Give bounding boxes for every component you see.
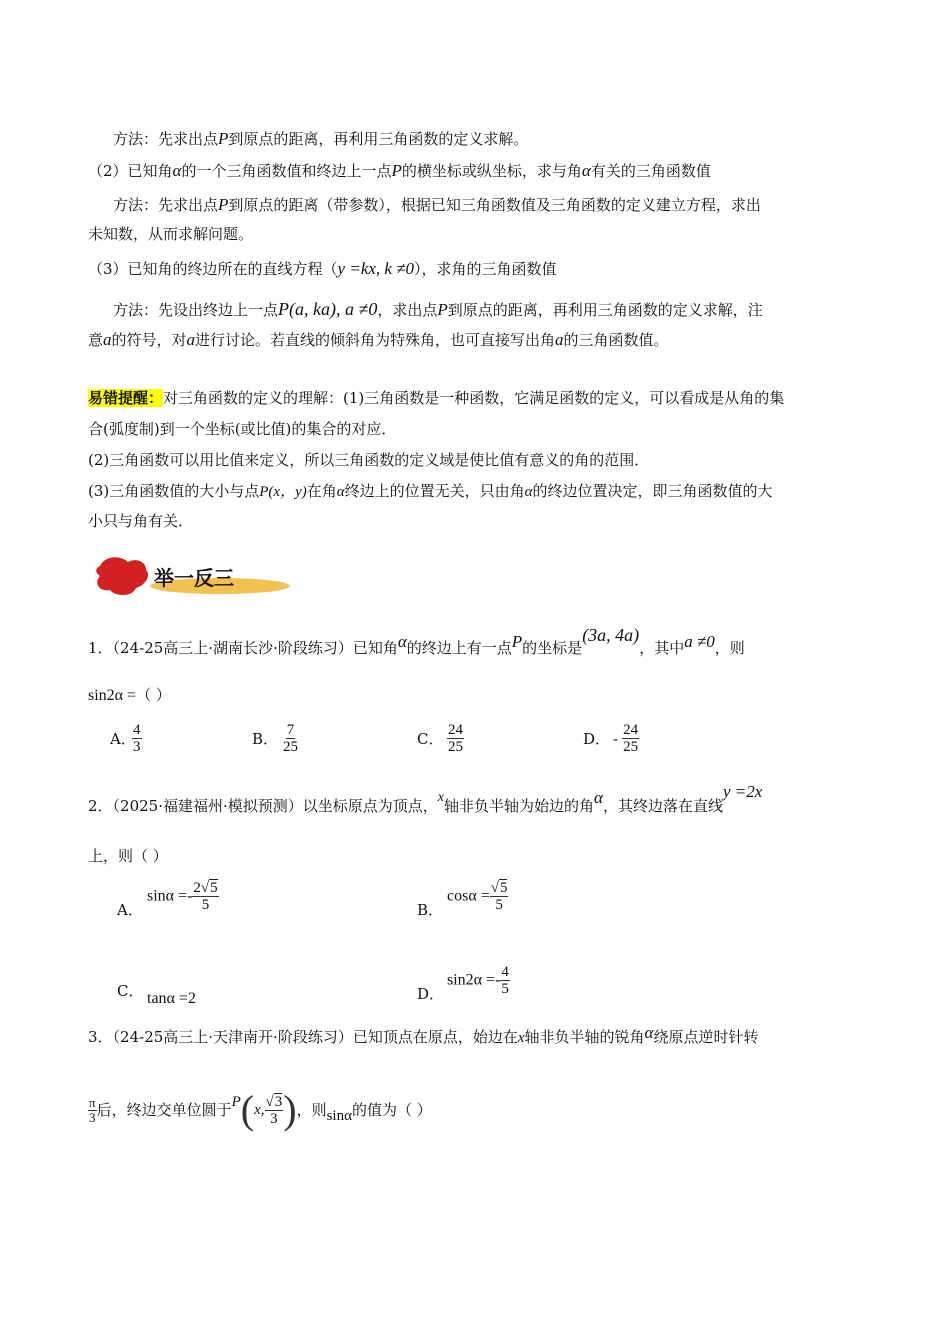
paren-right: ) bbox=[283, 1087, 297, 1132]
method-1-part1: 方法：先求出点 bbox=[113, 130, 219, 148]
fraction bbox=[447, 722, 464, 755]
q1-expression: sin2α = bbox=[88, 687, 137, 704]
var-x: x bbox=[437, 790, 444, 805]
option-label: B． bbox=[252, 729, 279, 748]
q1-stem bbox=[88, 625, 745, 659]
q2-option-c[interactable] bbox=[117, 980, 196, 1007]
alpha-symbol: α bbox=[644, 1023, 654, 1042]
alpha-symbol: α bbox=[524, 484, 533, 500]
point-pxy: P(x，y) bbox=[259, 484, 307, 500]
fraction bbox=[490, 880, 509, 913]
m3-l2d: 的三角函数值。 bbox=[563, 331, 669, 349]
warning-text-1: 对三角函数的定义的理解：(1)三角函数是一种函数，它满足函数的定义，可以看成是从角的集 bbox=[163, 389, 785, 407]
q1-t3: 的坐标是 bbox=[522, 639, 583, 657]
answer-paren: （ ） bbox=[136, 686, 171, 704]
fraction bbox=[500, 964, 510, 997]
numerator: 24 bbox=[448, 722, 463, 738]
q2-stem-2: 上，则（ ） bbox=[88, 847, 168, 865]
w4a: (3)三角函数值的大小与点 bbox=[88, 482, 260, 500]
warning-label: 易错提醒： bbox=[88, 389, 164, 407]
q1-option-b[interactable] bbox=[252, 722, 299, 764]
q2-number: 2． bbox=[88, 797, 113, 815]
q1-option-a[interactable] bbox=[110, 722, 142, 764]
var-a: a bbox=[555, 330, 564, 349]
q1-stem-2 bbox=[88, 684, 171, 707]
banner-title: 举一反三 bbox=[154, 566, 234, 590]
radicand: 5 bbox=[499, 880, 508, 896]
sin-alpha: sinα bbox=[326, 1108, 352, 1124]
q1-number: 1． bbox=[88, 639, 113, 657]
denominator: 3 bbox=[133, 739, 141, 755]
q2-src: （2025·福建福州·模拟预测）以坐标原点为顶点， bbox=[112, 797, 438, 815]
method-1-text bbox=[113, 128, 528, 150]
q1-src: （24-25高三上·湖南长沙·阶段练习）已知角 bbox=[112, 639, 398, 657]
numerator: 4 bbox=[133, 722, 141, 738]
w4d: 的终边位置决定，即三角函数值的大 bbox=[532, 482, 773, 500]
fraction bbox=[282, 722, 299, 755]
w4b: 在角 bbox=[306, 482, 337, 500]
option-expr: tanα =2 bbox=[147, 990, 196, 1007]
numerator: √3 bbox=[265, 1093, 283, 1110]
q2-stem bbox=[88, 782, 763, 819]
method-2-line2: 未知数，从而求解问题。 bbox=[88, 225, 254, 243]
q2-t2: 轴非负半轴为始边的角 bbox=[443, 797, 594, 815]
q3-t2: 轴非负半轴的锐角 bbox=[524, 1028, 645, 1046]
var-p: P bbox=[391, 161, 402, 180]
fraction bbox=[132, 722, 142, 755]
alpha-symbol: α bbox=[594, 788, 603, 807]
m3-l2a: 意 bbox=[88, 331, 104, 349]
q2-t3: ，其终边落在直线 bbox=[602, 797, 723, 815]
q1-t5: ，则 bbox=[714, 639, 745, 657]
item-2-part3: 的横坐标或纵坐标，求与角 bbox=[401, 162, 582, 180]
method-2-part2: 到原点的距离（带参数），根据已知三角函数值及三角函数的定义建立方程，求出 bbox=[228, 196, 761, 214]
numerator: √5 bbox=[490, 880, 508, 896]
line-y-2x: y =2x bbox=[722, 782, 763, 801]
var-x: x bbox=[517, 1030, 525, 1046]
minus-sign: - bbox=[613, 729, 619, 748]
method-3-text bbox=[113, 298, 763, 321]
q3-src: （24-25高三上·天津南开·阶段练习）已知顶点在原点，始边在 bbox=[112, 1028, 518, 1046]
fraction bbox=[192, 880, 218, 913]
item-3-part2: ），求角的三角函数值 bbox=[414, 260, 557, 278]
fraction bbox=[622, 722, 639, 755]
var-p: P bbox=[218, 129, 229, 148]
radicand: 3 bbox=[274, 1093, 283, 1110]
item-2-text bbox=[88, 160, 711, 182]
item-3-part1: （3）已知角的终边所在的直线方程（ bbox=[88, 260, 338, 278]
alpha-symbol: α bbox=[397, 632, 407, 651]
fraction-sqrt3-3 bbox=[265, 1094, 284, 1127]
alpha-symbol: α bbox=[581, 161, 591, 180]
numerator: 4 bbox=[501, 964, 509, 980]
q3-number: 3． bbox=[88, 1028, 113, 1046]
radicand: 5 bbox=[210, 880, 218, 896]
condition-a-nonzero: a ≠0 bbox=[684, 632, 715, 651]
option-lhs: sinα =- bbox=[147, 887, 193, 905]
option-lhs: sin2α =- bbox=[447, 971, 501, 989]
method-3-line2 bbox=[88, 329, 669, 351]
denominator: 25 bbox=[283, 739, 298, 755]
option-lhs: cosα = bbox=[447, 887, 490, 905]
warning-line-4 bbox=[88, 480, 773, 503]
q3-t6: 的值为（ ） bbox=[351, 1101, 432, 1119]
point-p-ka: P(a, ka), a ≠0 bbox=[278, 299, 378, 319]
q2-option-d[interactable] bbox=[417, 964, 510, 1010]
method-3-part3: 到原点的距离，再利用三角函数的定义求解，注 bbox=[447, 301, 763, 319]
q1-option-c[interactable] bbox=[417, 722, 464, 764]
option-label: D． bbox=[417, 984, 445, 1003]
paren-left: ( bbox=[240, 1087, 255, 1132]
var-p: P bbox=[437, 300, 448, 319]
item-2-part2: 的一个三角函数值和终边上一点 bbox=[181, 162, 392, 180]
option-label: A． bbox=[117, 900, 143, 919]
option-label: A． bbox=[110, 729, 136, 748]
numerator: 2√5 bbox=[193, 880, 218, 896]
denominator: 3 bbox=[89, 1109, 96, 1125]
denominator: 5 bbox=[495, 897, 503, 913]
warning-line-5: 小只与角有关． bbox=[88, 512, 194, 530]
method-3-part1: 方法：先设出终边上一点 bbox=[113, 301, 279, 319]
method-2-text bbox=[113, 194, 761, 216]
coord-x: x, bbox=[254, 1102, 265, 1118]
warning-line-2: 合(弧度制)到一个坐标(或比值)的集合的对应． bbox=[88, 420, 397, 438]
var-p: P bbox=[231, 1094, 241, 1110]
q2-option-a[interactable] bbox=[117, 880, 219, 926]
var-a: a bbox=[186, 330, 196, 349]
option-label: C． bbox=[417, 729, 444, 748]
coordinate-3a-4a: (3a, 4a) bbox=[582, 625, 640, 645]
w4c: 终边上的位置无关，只由角 bbox=[344, 482, 525, 500]
option-label: B． bbox=[417, 900, 444, 919]
item-3-text bbox=[88, 258, 557, 280]
warning-line-3: (2)三角函数可以用比值来定义，所以三角函数的定义域是使比值有意义的角的范围． bbox=[88, 451, 650, 469]
q1-option-d[interactable] bbox=[583, 722, 639, 764]
denominator: 25 bbox=[623, 739, 639, 755]
method-3-part2: ，求出点 bbox=[377, 301, 438, 319]
numerator: 24 bbox=[623, 722, 639, 738]
q1-t2: 的终边上有一点 bbox=[406, 639, 512, 657]
denominator: 5 bbox=[201, 897, 210, 913]
m3-l2b: 的符号，对 bbox=[111, 331, 187, 349]
var-p: P bbox=[511, 632, 523, 651]
denominator: 5 bbox=[501, 981, 509, 997]
numerator: 7 bbox=[286, 722, 295, 738]
line-equation: y =kx, k ≠0 bbox=[337, 259, 415, 278]
q1-t4: ，其中 bbox=[639, 639, 685, 657]
fraction-pi-3 bbox=[88, 1096, 97, 1125]
q3-t4: 后，终边交单位圆于 bbox=[96, 1101, 232, 1119]
m3-l2c: 进行讨论。若直线的倾斜角为特殊角，也可直接写出角 bbox=[195, 331, 556, 349]
q3-stem bbox=[88, 1023, 759, 1049]
var-a: a bbox=[103, 330, 112, 349]
option-label: C． bbox=[117, 982, 144, 1000]
method-2-part1: 方法：先求出点 bbox=[113, 196, 219, 214]
denominator: 3 bbox=[270, 1110, 278, 1127]
q2-option-b[interactable] bbox=[417, 880, 508, 926]
item-2-part4: 有关的三角函数值 bbox=[590, 162, 711, 180]
numerator: π bbox=[89, 1094, 96, 1110]
item-2-part1: （2）已知角 bbox=[88, 162, 173, 180]
q3-t5: ，则 bbox=[296, 1101, 327, 1119]
alpha-symbol: α bbox=[172, 161, 182, 180]
method-1-part2: 到原点的距离，再利用三角函数的定义求解。 bbox=[228, 130, 529, 148]
section-banner bbox=[92, 552, 292, 602]
option-label: D． bbox=[583, 729, 611, 748]
denominator: 25 bbox=[448, 739, 463, 755]
warning-line-1 bbox=[88, 387, 784, 409]
coef: 2 bbox=[193, 880, 201, 896]
q3-t3: 绕原点逆时针转 bbox=[653, 1028, 759, 1046]
alpha-symbol: α bbox=[336, 484, 345, 500]
q3-stem-2 bbox=[88, 1087, 432, 1140]
var-p: P bbox=[218, 195, 229, 214]
